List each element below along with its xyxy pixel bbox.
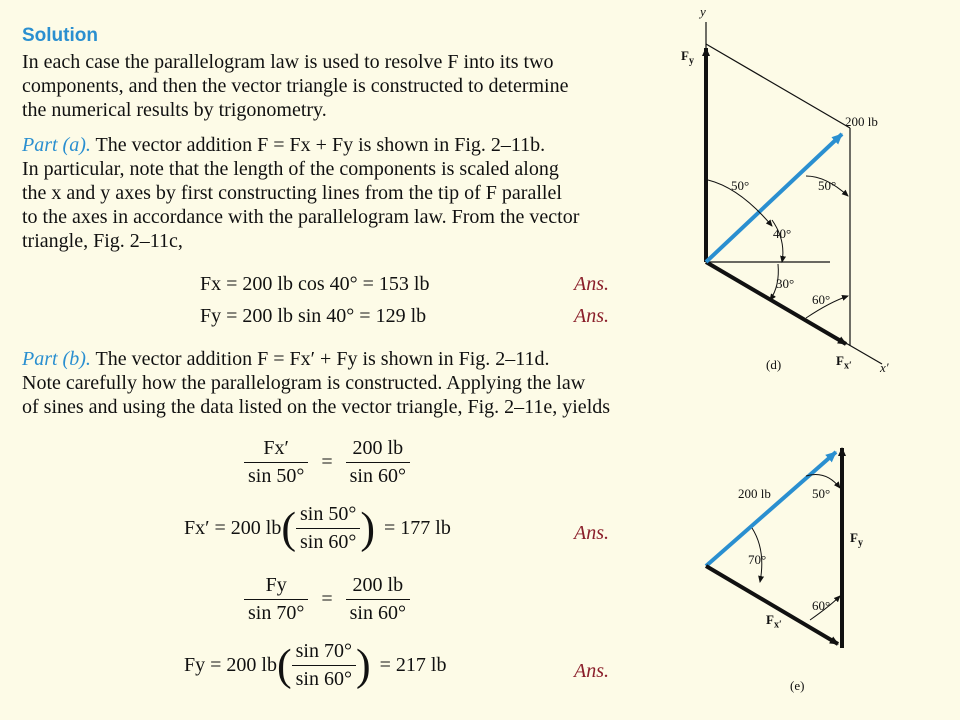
- part-b-ans-1: Ans.: [574, 522, 609, 544]
- d-x-axis-label: x′: [880, 360, 889, 375]
- part-b-eq-2: Fx′ = 200 lb( $\frac{\sin 50^\circ}{\sin 60^\circ}$ ) = 177 lb: [184, 503, 451, 553]
- e-angle-70: 70°: [748, 552, 767, 567]
- e-fy-label: $F_y$: [850, 530, 863, 549]
- d-angle-40: 40°: [773, 226, 792, 241]
- d-angle-30: 30°: [776, 276, 795, 291]
- eq3-lhs-num: Fy: [244, 574, 308, 600]
- part-a-eq-fy: Fy = 200 lb sin 40° = 129 lb: [200, 305, 427, 327]
- eq2-den: sin 60°: [300, 531, 357, 553]
- eq2-result: = 177 lb: [384, 517, 451, 539]
- part-a-line-2: In particular, note that the length of the components is scaled along: [22, 158, 559, 180]
- part-b-line-3: of sines and using the data listed on the vector triangle, Fig. 2–11e, yields: [22, 396, 611, 418]
- part-b-text-1: The vector addition F = Fx′ + Fy is shown in Fig. 2–11d.: [95, 348, 550, 370]
- part-a-line-3: the x and y axes by first constructing lines from the tip of F parallel: [22, 182, 562, 204]
- part-b-ans-2: Ans.: [574, 660, 609, 682]
- eq1-lhs-num: Fx′: [244, 437, 308, 463]
- eq4-lhs: Fy = 200 lb: [184, 654, 277, 676]
- e-force-label: 200 lb: [738, 486, 771, 501]
- intro-line-3: the numerical results by trigonometry.: [22, 99, 327, 121]
- intro-line-1: In each case the parallelogram law is used to resolve F into its two: [22, 51, 554, 73]
- part-a-line-4: to the axes in accordance with the parallelogram law. From the vector: [22, 206, 580, 228]
- d-force-arrow: [706, 134, 842, 262]
- solution-heading: Solution: [22, 25, 98, 46]
- part-b-label: Part (b).: [22, 348, 91, 370]
- d-fy-label: $F_y$: [681, 48, 694, 67]
- part-a-ans-1: Ans.: [574, 273, 609, 295]
- e-caption: (e): [790, 678, 805, 693]
- part-a-label: Part (a).: [22, 134, 91, 156]
- eq3-rhs-den: sin 60°: [349, 602, 406, 624]
- d-force-label: 200 lb: [845, 114, 878, 129]
- eq3-lhs-den: sin 70°: [248, 602, 305, 624]
- e-fx-label: $F_{x'}$: [766, 612, 782, 631]
- eq4-den: sin 60°: [295, 668, 352, 690]
- eq3-rhs-num: 200 lb: [346, 574, 410, 600]
- part-b-eq-3: $\frac{Fy}{\sin 70^\circ}$ = $\frac{200 lb}{\sin 60^\circ}$: [244, 574, 410, 625]
- part-b-line-2: Note carefully how the parallelogram is constructed. Applying the law: [22, 372, 586, 394]
- e-angle-50: 50°: [812, 486, 831, 501]
- part-b-eq-1: $\frac{Fx'}{\sin 50^\circ}$ = $\frac{200 lb}{\sin 60^\circ}$: [244, 437, 410, 488]
- d-y-axis-label: y: [700, 4, 706, 19]
- part-a-line-5: triangle, Fig. 2–11c,: [22, 230, 183, 252]
- part-a-ans-2: Ans.: [574, 305, 609, 327]
- d-parallelogram-top: [706, 44, 850, 128]
- part-a-eq-fx: Fx = 200 lb cos 40° = 153 lb: [200, 273, 430, 295]
- e-angle-60: 60°: [812, 598, 831, 613]
- part-b-eq-4: Fy = 200 lb( $\frac{\sin 70^\circ}{\sin 60^\circ}$ ) = 217 lb: [184, 640, 447, 690]
- eq1-lhs-den: sin 50°: [248, 465, 305, 487]
- part-a-text-1: The vector addition F = Fx + Fy is shown in Fig. 2–11b.: [95, 134, 546, 156]
- d-caption: (d): [766, 357, 782, 372]
- e-force-arrow: [706, 452, 836, 566]
- d-angle-50-left: 50°: [731, 178, 750, 193]
- eq2-lhs: Fx′ = 200 lb: [184, 517, 282, 539]
- d-angle-50-right: 50°: [818, 178, 837, 193]
- d-fx-label: $F_{x'}$: [836, 353, 852, 372]
- intro-line-2: components, and then the vector triangle is constructed to determine: [22, 75, 569, 97]
- d-angle-60: 60°: [812, 292, 831, 307]
- eq4-result: = 217 lb: [379, 654, 447, 676]
- eq4-num: sin 70°: [292, 640, 356, 666]
- eq2-num: sin 50°: [296, 503, 360, 529]
- eq1-rhs-num: 200 lb: [346, 437, 410, 463]
- eq1-rhs-den: sin 60°: [349, 465, 406, 487]
